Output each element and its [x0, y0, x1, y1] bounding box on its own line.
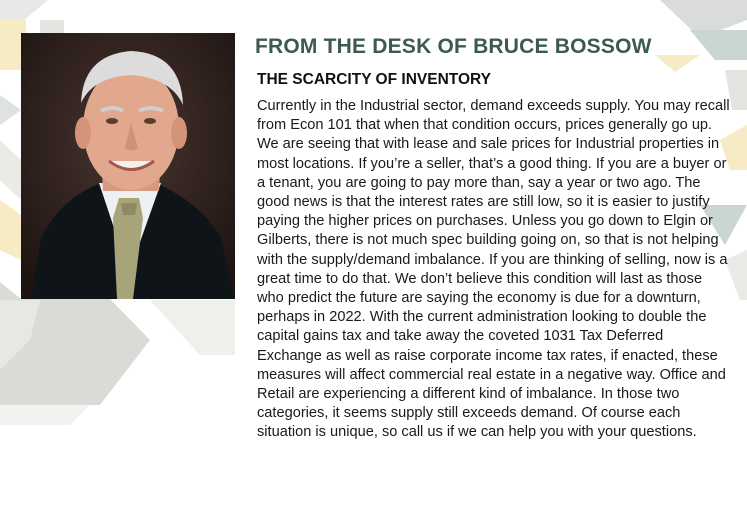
bg-shape	[0, 95, 21, 125]
article-body: Currently in the Industrial sector, demand exceeds supply. You may recall from Econ 101 that when that condition occurs, prices generally go up. We are seeing that with lease and sale prices for Industrial properties in most locations. If you’re a seller, that’s a good thing. If you are a buyer or a tenant, you are going to pay more than, say a year or two ago. The good news is that the interest rates are still low, so it is easier to justify paying the higher prices on purchases. Unless you go down to Elgin or Gilberts, there is not much spec building going on, so that is not helping with the supply/demand imbalance. If you are thinking of selling, now is a great time to do that. We don’t believe this condition will last as those who predict the future are saying the economy is due for a downturn, perhaps in 2022. With the current administration looking to double the capital gains tax and take away the coveted 1031 Tax Deferred Exchange as well as raise corporate income tax rates, if enacted, these measures will affect commercial real estate in a negative way. Office and Retail are experiencing a different kind of imbalance. In those two categories, it seems supply still exceeds demand. Of course each situation is unique, so call us if we can help you with your questions.	[257, 98, 730, 441]
bg-shape	[655, 55, 700, 72]
bg-shape	[0, 140, 21, 200]
article-subheading: THE SCARCITY OF INVENTORY	[257, 71, 491, 88]
bg-shape	[0, 405, 90, 425]
page-title: FROM THE DESK OF BRUCE BOSSOW	[255, 35, 652, 58]
bg-shape	[40, 20, 64, 33]
bg-shape	[0, 200, 21, 260]
author-photo	[21, 33, 235, 299]
bg-shape	[150, 300, 235, 355]
